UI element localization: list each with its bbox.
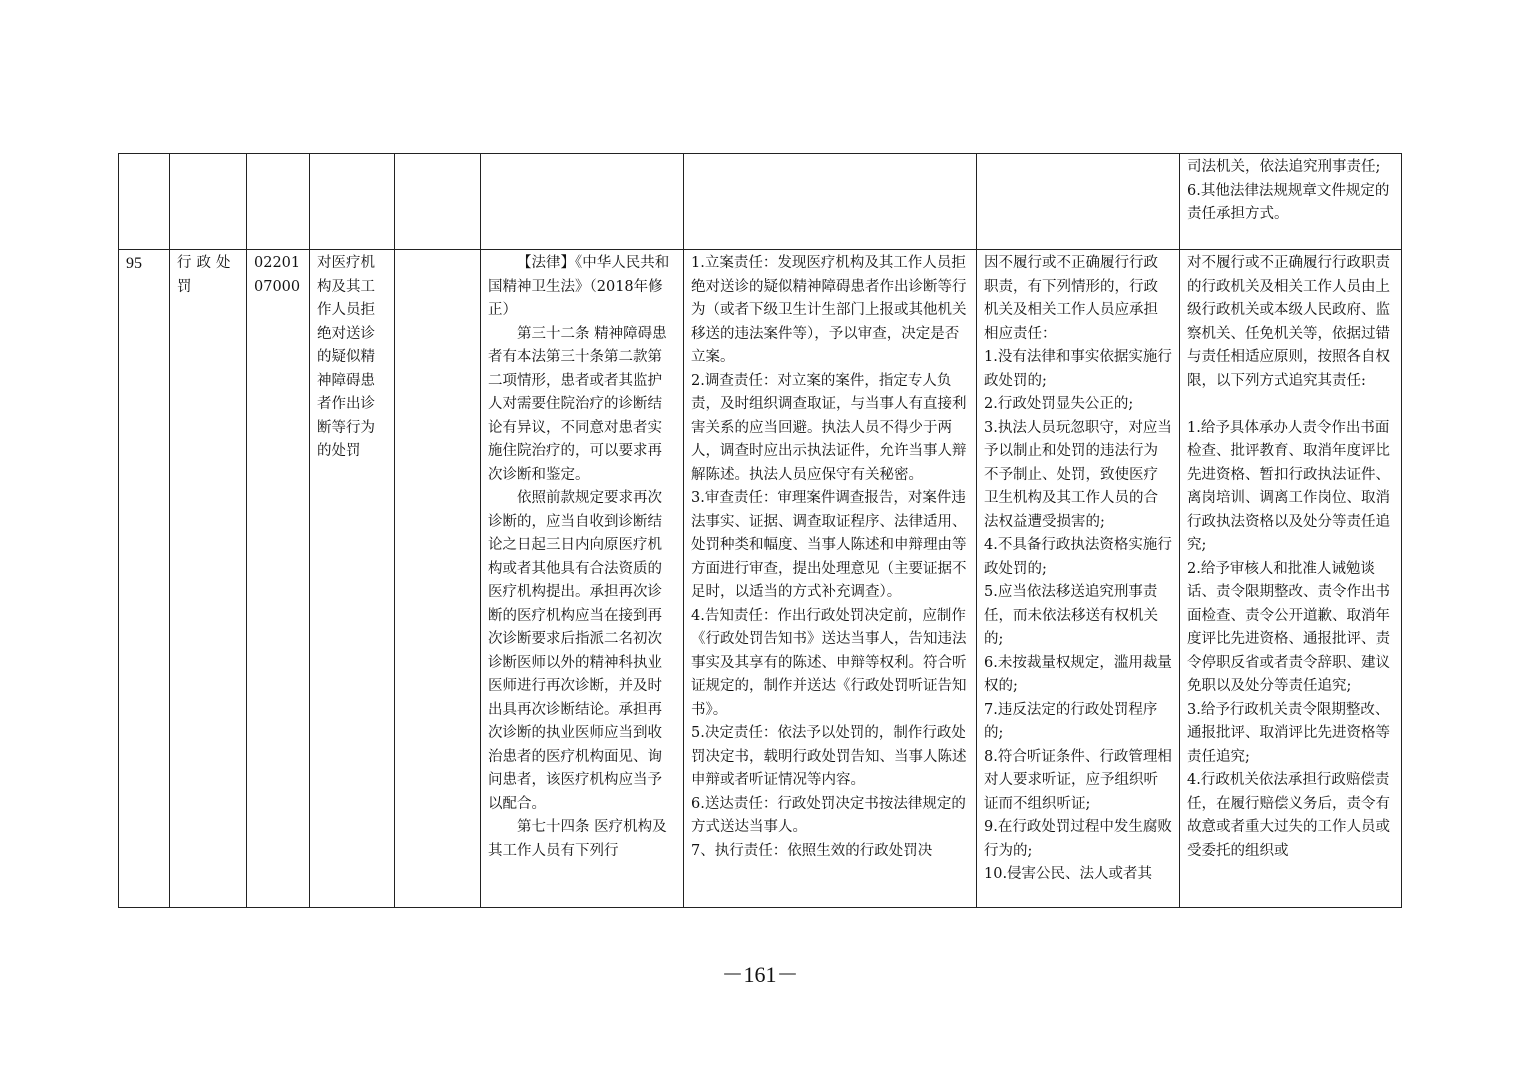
item-name: 对医疗机构及其工作人员拒绝对送诊的疑似精神障碍患者作出诊断等行为的处罚: [317, 255, 375, 459]
methods-item: 4.行政机关依法承担行政赔偿责任，在履行赔偿义务后，责令有故意或者重大过失的工作人员或受委托的组织或: [1187, 772, 1390, 859]
cell-empty: [247, 154, 310, 250]
responsibility-item: 1.立案责任：发现医疗机构及其工作人员拒绝对送诊的疑似精神障碍患者作出诊断等行为（或者下级卫生计生部门上报或其他机关移送的违法案件等），予以审查，决定是否立案。: [691, 255, 967, 365]
item-type: 行政处罚: [177, 255, 236, 295]
cell-sub-item: [395, 250, 481, 908]
cell-empty: [977, 154, 1180, 250]
methods-spacer: [1187, 393, 1394, 417]
cell-responsibility: [684, 250, 977, 908]
cell-methods: [1180, 250, 1402, 908]
cell-type: [170, 250, 247, 908]
accountability-item: 因不履行或不正确履行行政职责，有下列情形的，行政机关及相关工作人员应承担相应责任：: [984, 255, 1158, 342]
methods-line: 6.其他法律法规规章文件规定的责任承担方式。: [1187, 182, 1390, 222]
accountability-item: 8.符合听证条件、行政管理相对人要求听证，应予组织听证而不组织听证;: [984, 748, 1172, 812]
cell-seq: [119, 250, 170, 908]
cell-empty: [170, 154, 247, 250]
accountability-item: 6.未按裁量权规定，滥用裁量权的;: [984, 654, 1172, 694]
cell-accountability: [977, 250, 1180, 908]
responsibility-item: 4.告知责任：作出行政处罚决定前，应制作《行政处罚告知书》送达当事人，告知违法事实及其享有的陈述、申辩等权利。符合听证规定的，制作并送达《行政处罚听证告知书》。: [691, 607, 967, 718]
cell-methods-continued: [1180, 154, 1402, 250]
responsibility-table: [118, 153, 1402, 908]
responsibility-item: 5.决定责任：依法予以处罚的，制作行政处罚决定书，载明行政处罚告知、当事人陈述申辩或者听证情况等内容。: [691, 725, 967, 788]
seq-number: 95: [126, 255, 142, 272]
basis-paragraph: 依照前款规定要求再次诊断的，应当自收到诊断结论之日起三日内向原医疗机构或者其他具有合法资质的医疗机构提出。承担再次诊断的医疗机构应当在接到再次诊断要求后指派二名初次诊断医师以外的精神科执业医师进行再次诊断，并及时出具再次诊断结论。承担再次诊断的执业医师应当到收治患者的医疗机构面见、询问患者，该医疗机构应当予以配合。: [488, 490, 662, 812]
basis-paragraph: 【法律】《中华人民共和国精神卫生法》（2018年修正）: [488, 255, 670, 318]
accountability-item: 7.违反法定的行政处罚程序的;: [984, 701, 1158, 741]
item-code: 0220107000: [254, 255, 301, 295]
methods-item: 对不履行或不正确履行行政职责的行政机关及相关工作人员由上级行政机关或本级人民政府、监察机关、任免机关等，依据过错与责任相适应原则，按照各自权限，以下列方式追究其责任:: [1187, 255, 1390, 389]
table-row-95: [119, 250, 1402, 908]
cell-empty: [684, 154, 977, 250]
accountability-item: 2.行政处罚显失公正的;: [984, 396, 1134, 412]
cell-code: [247, 250, 310, 908]
responsibility-item: 2.调查责任：对立案的案件，指定专人负责，及时组织调查取证，与当事人有直接利害关系的应当回避。执法人员不得少于两人，调查时应出示执法证件，允许当事人辩解陈述。执法人员应保守有关秘密。: [691, 372, 967, 483]
methods-line: 司法机关，依法追究刑事责任;: [1187, 159, 1381, 175]
basis-paragraph: 第三十二条 精神障碍患者有本法第三十条第二款第二项情形，患者或者其监护人对需要住院治疗的诊断结论有异议，不同意对患者实施住院治疗的，可以要求再次诊断和鉴定。: [488, 325, 667, 483]
accountability-item: 9.在行政处罚过程中发生腐败行为的;: [984, 819, 1172, 859]
cell-basis: [481, 250, 684, 908]
accountability-item: 4.不具备行政执法资格实施行政处罚的;: [984, 537, 1172, 577]
accountability-item: 3.执法人员玩忽职守，对应当予以制止和处罚的违法行为不予制止、处罚，致使医疗卫生机构及其工作人员的合法权益遭受损害的;: [984, 419, 1172, 530]
cell-empty: [481, 154, 684, 250]
cell-empty: [310, 154, 395, 250]
accountability-item: 5.应当依法移送追究刑事责任，而未依法移送有权机关的;: [984, 584, 1158, 647]
table-row-continued: [119, 154, 1402, 250]
basis-paragraph: 第七十四条 医疗机构及其工作人员有下列行: [488, 819, 667, 859]
accountability-item: 1.没有法律和事实依据实施行政处罚的;: [984, 349, 1172, 389]
methods-item: 1.给予具体承办人责令作出书面检查、批评教育、取消年度评比先进资格、暂扣行政执法证件、离岗培训、调离工作岗位、取消行政执法资格以及处分等责任追究;: [1187, 419, 1390, 553]
page-number: －161－: [721, 962, 799, 987]
methods-item: 3.给予行政机关责令限期整改、通报批评、取消评比先进资格等责任追究;: [1187, 701, 1390, 765]
responsibility-item: 6.送达责任：行政处罚决定书按法律规定的方式送达当事人。: [691, 795, 966, 835]
responsibility-item: 7、执行责任：依照生效的行政处罚决: [691, 842, 933, 859]
cell-empty: [395, 154, 481, 250]
cell-empty: [119, 154, 170, 250]
accountability-item: 10.侵害公民、法人或者其: [984, 866, 1153, 882]
cell-item: [310, 250, 395, 908]
responsibility-item: 3.审查责任：审理案件调查报告，对案件违法事实、证据、调查取证程序、法律适用、处罚种类和幅度、当事人陈述和申辩理由等方面进行审查，提出处理意见（主要证据不足时，以适当的方式补充调查）。: [691, 490, 967, 600]
methods-item: 2.给予审核人和批准人诫勉谈话、责令限期整改、责令作出书面检查、责令公开道歉、取消年度评比先进资格、通报批评、责令停职反省或者责令辞职、建议免职以及处分等责任追究;: [1187, 560, 1390, 694]
